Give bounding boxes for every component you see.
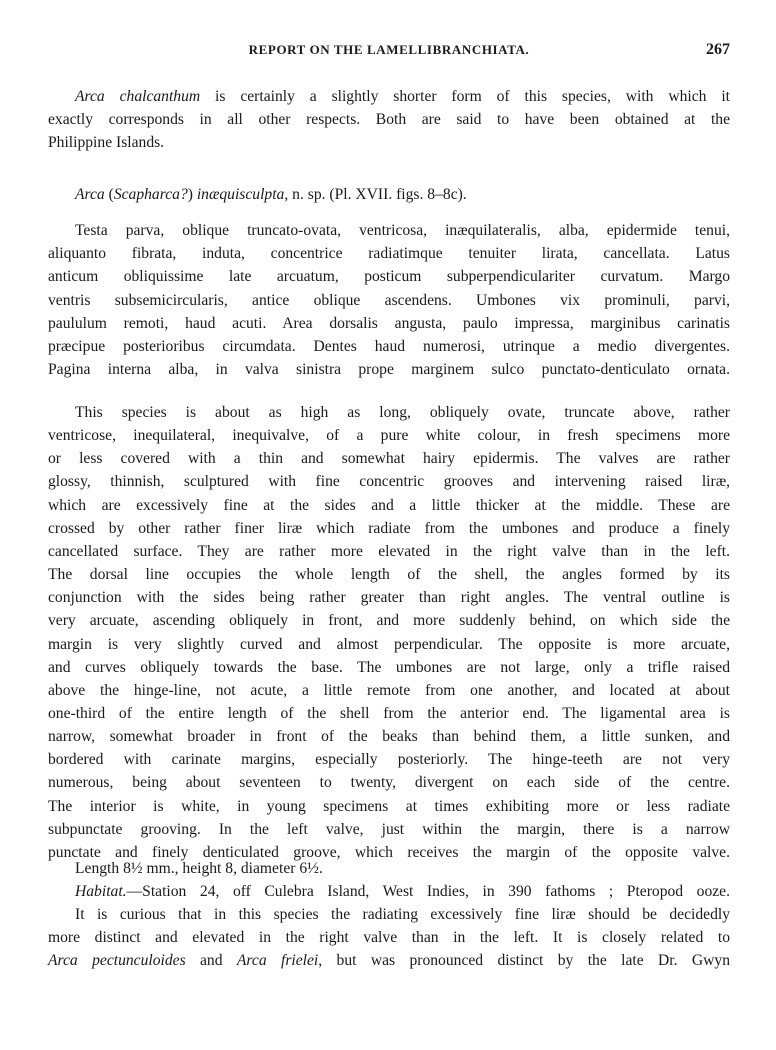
latin-line (48, 289, 730, 312)
text-run: cancellated surface. They are rather more elevated in the right valve than in the left. (48, 542, 730, 560)
page-header (48, 42, 730, 64)
description-line (48, 679, 730, 702)
text-run: The interior is white, in young specimens at times exhibiting more or less radiate (48, 797, 730, 815)
description-line (48, 470, 730, 493)
description-line (48, 795, 730, 818)
latin-line (48, 242, 730, 265)
text-run: and curves obliquely towards the base. The umbones are not large, only a trifle raised (48, 658, 730, 676)
text-run: one-third of the entire length of the shell from the anterior end. The ligamental area is (48, 704, 730, 722)
text-run: Arca chalcanthum (75, 88, 201, 105)
description-line (48, 609, 730, 632)
description-line (48, 656, 730, 679)
text-run: Arca (75, 186, 105, 203)
description-line (48, 702, 730, 725)
latin-line (75, 219, 730, 242)
text-run: Pagina interna alba, in valva sinistra prope marginem sulco punctato-denticulato ornata. (48, 361, 730, 379)
remarks-line (48, 949, 730, 972)
text-run: Length 8½ mm., height 8, diameter 6½. (75, 860, 323, 877)
latin-line (48, 335, 730, 358)
text-run: is certainly a slightly shorter form of this species, with which it (200, 88, 730, 105)
habitat-line (75, 880, 730, 903)
text-run: exactly corresponds in all other respects. Both are said to have been obtained at the (48, 111, 730, 128)
species-heading (75, 183, 467, 206)
description-line (48, 725, 730, 748)
text-run: conjunction with the sides being rather greater than right angles. The ventral outline is (48, 589, 730, 607)
description-line (48, 540, 730, 563)
remarks-line (48, 926, 730, 949)
text-run: ) (187, 186, 197, 203)
text-run: Scapharca? (113, 186, 188, 203)
remarks-line (75, 903, 730, 926)
text-run: above the hinge-line, not acute, a little remote from one another, and located at about (48, 681, 730, 699)
text-run: narrow, somewhat broader in front of the beaks than behind them, a little sunken, and (48, 728, 730, 746)
description-line (48, 748, 730, 771)
description-line (48, 447, 730, 470)
description-line (48, 771, 730, 794)
text-run: This species is about as high as long, obliquely ovate, truncate above, rather (75, 404, 730, 421)
text-run: and (185, 952, 237, 970)
text-run: which are excessively fine at the sides and a little thicker at the middle. These are (48, 496, 730, 514)
text-run: or less covered with a thin and somewhat hairy epidermis. The valves are rather (48, 450, 730, 468)
text-run: very arcuate, ascending obliquely in front, and more suddenly behind, on which side the (48, 612, 730, 630)
description-line (48, 517, 730, 540)
para1-line (48, 131, 164, 154)
text-run: ventris subsemicircularis, antice oblique ascendens. Umbones vix prominuli, parvi, (48, 291, 730, 309)
text-run: præcipue posterioribus circumdata. Dentes haud numerosi, utrinque a medio divergentes. (48, 338, 730, 355)
text-run: paululum remoti, haud acuti. Area dorsalis angusta, paulo impressa, marginibus carinatis (48, 314, 730, 332)
text-run: aliquanto fibrata, induta, concentrice radiatimque tenuiter lirata, cancellata. Latus (48, 245, 730, 263)
text-run: The dorsal line occupies the whole length of the shell, the angles formed by its (48, 566, 730, 584)
text-run: Arca pectunculoides (48, 952, 186, 970)
text-run: , but was pronounced distinct by the late Dr. Gwyn (318, 952, 730, 970)
text-run: bordered with carinate margins, especially posteriorly. The hinge-teeth are not very (48, 751, 730, 769)
text-run: margin is very slightly curved and almost perpendicular. The opposite is more arcuate, (48, 635, 730, 653)
latin-line (48, 358, 730, 381)
description-line (48, 563, 730, 586)
text-run: —Station 24, off Culebra Island, West Indies, in 390 fathoms ; Pteropod ooze. (126, 883, 730, 900)
text-run: anticum obliquissime late arcuatum, posticum subperpendiculariter curvatum. Margo (48, 268, 730, 286)
para1-line (75, 85, 730, 108)
description-line (48, 818, 730, 841)
text-run: ventricose, inequilateral, inequivalve, of a pure white colour, in fresh specimens more (48, 427, 730, 445)
text-run: It is curious that in this species the radiating excessively fine liræ should be decidedly (75, 906, 730, 923)
text-run: more distinct and elevated in the right valve than in the left. It is closely related to (48, 929, 730, 947)
description-line (48, 586, 730, 609)
text-run: crossed by other rather finer liræ which radiate from the umbones and produce a finely (48, 519, 730, 537)
text-run: Testa parva, oblique truncato-ovata, ventricosa, inæquilateralis, alba, epidermide tenui, (75, 222, 730, 239)
running-title: REPORT ON THE LAMELLIBRANCHIATA. (248, 42, 530, 57)
text-run: numerous, being about seventeen to twenty, divergent on each side of the centre. (48, 774, 730, 792)
description-line (48, 494, 730, 517)
text-run: inæquisculpta (196, 186, 285, 203)
latin-line (48, 312, 730, 335)
text-run: Philippine Islands. (48, 134, 165, 151)
text-run: punctate and finely denticulated groove, which receives the margin of the opposite valve. (48, 843, 730, 861)
page-number: 267 (706, 41, 730, 58)
measurements-line (75, 857, 323, 880)
para1-line (48, 108, 730, 131)
description-line (48, 633, 730, 656)
latin-line (48, 265, 730, 288)
description-line (48, 424, 730, 447)
text-run: ( (104, 186, 114, 203)
text-run: , n. sp. (Pl. XVII. figs. 8–8c). (284, 186, 467, 203)
text-run: Habitat. (75, 883, 127, 900)
text-run: subpunctate grooving. In the left valve, just within the margin, there is a narrow (48, 820, 730, 838)
text-run: Arca frielei (236, 952, 319, 970)
description-line (75, 401, 730, 424)
text-run: glossy, thinnish, sculptured with fine concentric grooves and intervening raised liræ, (48, 473, 730, 491)
